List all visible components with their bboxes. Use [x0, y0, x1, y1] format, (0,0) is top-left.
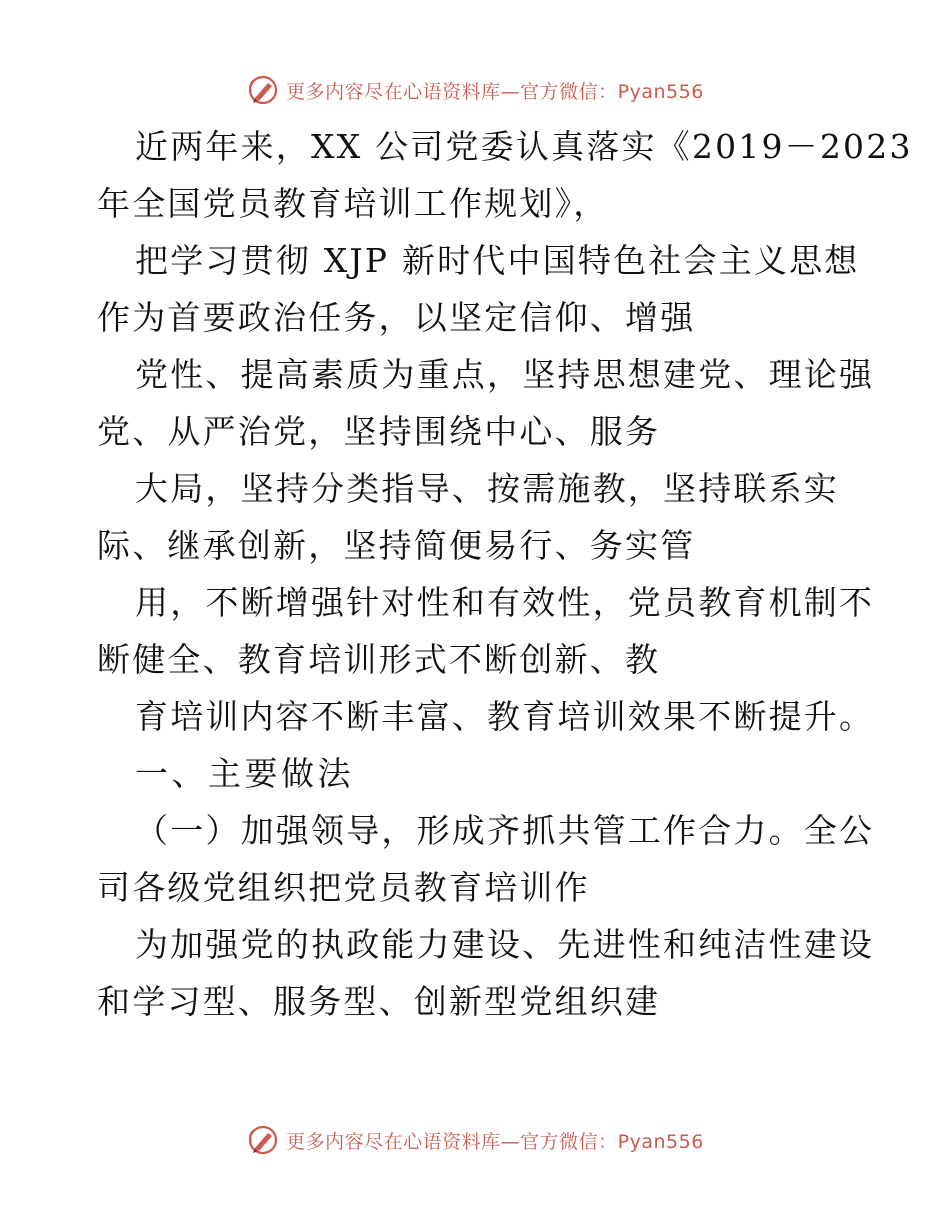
document-body: [97, 118, 913, 1030]
watermark-footer: [0, 1120, 950, 1160]
text-line: 党性、提高素质为重点，坚持思想建党、理论强: [135, 355, 875, 394]
text-line: （一）加强领导，形成齐抓共管工作合力。全公: [135, 811, 875, 850]
text-line: 和学习型、服务型、创新型党组织建: [97, 982, 661, 1021]
text-line: 近两年来，XX 公司党委认真落实《2019－2023: [135, 127, 913, 166]
section-heading: 一、主要做法: [135, 754, 354, 793]
pen-logo-icon: [246, 1123, 280, 1157]
text-line: 作为首要政治任务，以坚定信仰、增强: [97, 298, 696, 337]
watermark-header: [0, 70, 950, 110]
text-line: 为加强党的执政能力建设、先进性和纯洁性建设: [135, 925, 875, 964]
watermark-text: 更多内容尽在心语资料库—官方微信：Pyan556: [286, 80, 704, 103]
text-line: 大局，坚持分类指导、按需施教，坚持联系实: [135, 469, 839, 508]
text-line: 际、继承创新，坚持简便易行、务实管: [97, 526, 696, 565]
text-line: 党、从严治党，坚持围绕中心、服务: [97, 412, 661, 451]
text-line: 断健全、教育培训形式不断创新、教: [97, 640, 661, 679]
text-line: 育培训内容不断丰富、教育培训效果不断提升。: [135, 697, 875, 736]
text-line: 把学习贯彻 XJP 新时代中国特色社会主义思想: [135, 241, 860, 280]
pen-logo-icon: [246, 73, 280, 107]
watermark-text: 更多内容尽在心语资料库—官方微信：Pyan556: [286, 1130, 704, 1153]
text-line: 司各级党组织把党员教育培训作: [97, 868, 590, 907]
text-line: 用，不断增强针对性和有效性，党员教育机制不: [135, 583, 875, 622]
text-line: 年全国党员教育培训工作规划》，: [97, 184, 609, 223]
